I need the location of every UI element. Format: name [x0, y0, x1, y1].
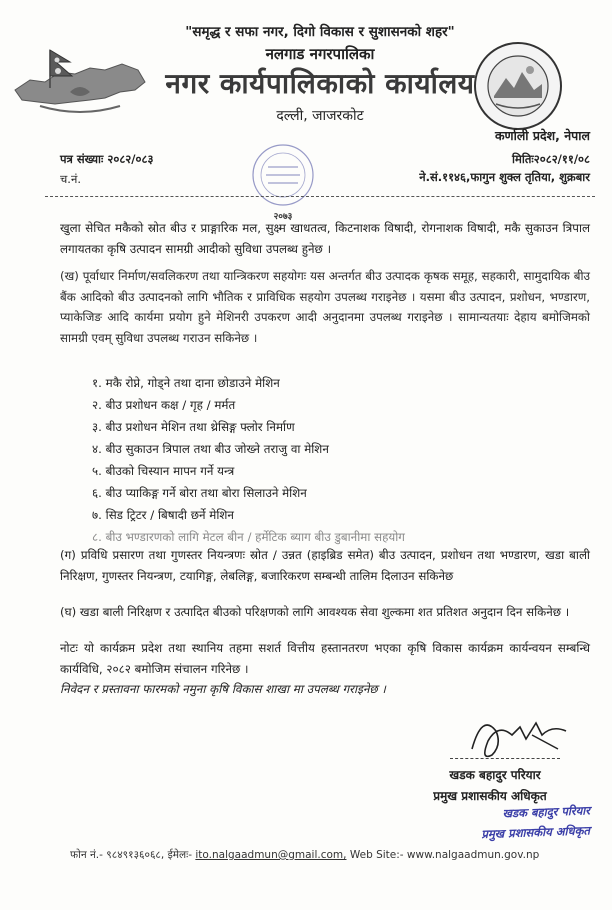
signer-title: प्रमुख प्रशासकीय अधिकृत	[433, 789, 547, 803]
list-item: ६. बीउ प्याकिङ्ग गर्ने बोरा तथा बोरा सिलाउने मेशिन	[92, 486, 307, 500]
paragraph-inspection: (घ) खडा बाली निरिक्षण र उत्पादित बीउको परिक्षणको लागि आवश्यक सेवा शुल्कमा शत प्रतिशत अनुदान दिन सकिनेछ ।	[60, 605, 570, 619]
list-item: १. मकै रोप्ने, गोड्ने तथा दाना छोडाउने मेशिन	[92, 376, 280, 390]
title-stamp: प्रमुख प्रशासकीय अधिकृत	[481, 823, 591, 842]
stamp-number: २०७३	[273, 212, 293, 222]
office-stamp-icon	[238, 135, 328, 225]
paragraph-infrastructure: (ख) पूर्वाधार निर्माण/सवलिकरण तथा यान्त्रिकरण सहयोगः यस अन्तर्गत बीउ उत्पादक कृषक समूह, सहकारी, सामुदायिक बीउ बैंक आदिको बीउ उत्पादनको लागि भौतिक र प्राविधिक सहयोग उपलब्ध गराइनेछ । यसमा बीउ उत्पादन, प्रशोधन, भण्डारण, प्याकेजिङ आदि कार्यमा प्रयोग हुने मेशिनरी उपकरण आदी अनुदानमा उपलब्ध गराइनेछ । सामान्यतयाः देहाय बमोजिमको सामग्री एवम् सुविधा उपलब्ध गराउन सकिनेछ ।	[60, 269, 590, 345]
paragraph-inputs: खुला सेचित मकैको स्रोत बीउ र प्राङ्गारिक मल, सुक्ष्म खाधतत्व, किटनाशक विषादी, रोगनाशक विषादी, मकै सुकाउन त्रिपाल लगायतका कृषि उत्पादन सामग्री आदीको सुविधा उपलब्ध हुनेछ ।	[60, 221, 590, 256]
paragraph-application-form: निवेदन र प्रस्तावना फारमको नमुना कृषि विकास शाखा मा उपलब्ध गराइनेछ ।	[60, 682, 386, 696]
header-divider	[45, 196, 595, 197]
contact-footer	[70, 848, 590, 862]
municipality-name: नलगाड नगरपालिका	[265, 45, 375, 63]
list-item: ७. सिड ट्रिटर / बिषादी छर्ने मेशिन	[92, 508, 234, 522]
nepal-emblem-icon	[10, 30, 150, 125]
province-label: कर्णाली प्रदेश, नेपाल	[494, 128, 590, 143]
signature-scribble-icon	[462, 705, 572, 763]
list-item: ४. बीउ सुकाउन त्रिपाल तथा बीउ जोख्ने तराजु वा मेशिन	[92, 442, 329, 456]
equipment-list	[92, 372, 572, 548]
paragraph-technology: (ग) प्रविधि प्रसारण तथा गुणस्तर नियन्त्रणः स्रोत / उन्नत (हाइब्रिड समेत) बीउ उत्पादन, प्रशोधन तथा भण्डारण, खडा बाली निरिक्षण, गुणस्तर नियन्त्रण, टयागिङ्ग, लेबलिङ्ग, बजारिकरण सम्बन्धी तालिम दिलाउन सकिनेछ	[60, 548, 590, 583]
dispatch-number: च.नं.	[60, 172, 81, 186]
office-location: दल्ली, जाजरकोट	[276, 108, 364, 124]
website-link[interactable]: Web Site:- www.nalgaadmun.gov.np	[349, 849, 540, 861]
letter-date: मितिः२०८२/११/०८	[512, 152, 590, 166]
reference-number: पत्र संख्याः २०८२/०८३	[60, 152, 154, 166]
list-item: ८. बीउ भण्डारणको लागि मेटल बीन / हर्मेटिक ब्याग बीउ डुबानीमा सहयोग	[92, 530, 405, 544]
name-stamp: खडक बहादुर परियार	[502, 803, 591, 821]
phone-number: फोन नं.- ९८४९१३६०६८,	[70, 849, 165, 861]
email-link[interactable]: ito.nalgaadmun@gmail.com,	[195, 849, 347, 861]
nepal-sambat-date: ने.सं.११४६,फागुन शुक्ल तृतिया, शुक्रबार	[419, 170, 590, 184]
list-item: ५. बीउको चिस्यान मापन गर्ने यन्त्र	[92, 464, 235, 478]
paragraph-note: नोटः यो कार्यक्रम प्रदेश तथा स्थानिय तहमा सशर्त वित्तीय हस्तानतरण भएका कृषि विकास कार्यक्रम कार्यन्वयन सम्बन्धि कार्यविधि, २०८२ बमोजिम संचालन गरिनेछ ।	[60, 641, 590, 676]
email-label: ईमेलः-	[167, 849, 193, 861]
municipality-seal-icon	[472, 40, 564, 132]
signer-name: खडक बहादुर परियार	[449, 768, 541, 782]
list-item: ३. बीउ प्रशोधन मेशिन तथा थ्रेसिङ्ग फ्लोर निर्माण	[92, 420, 295, 434]
office-title: नगर कार्यपालिकाको कार्यालय	[165, 67, 475, 100]
list-item: २. बीउ प्रशोधन कक्ष / गृह / मर्मत	[92, 398, 236, 412]
signature-line	[450, 758, 560, 759]
motto: "समृद्ध र सफा नगर, दिगो विकास र सुशासनको शहर"	[185, 24, 455, 40]
